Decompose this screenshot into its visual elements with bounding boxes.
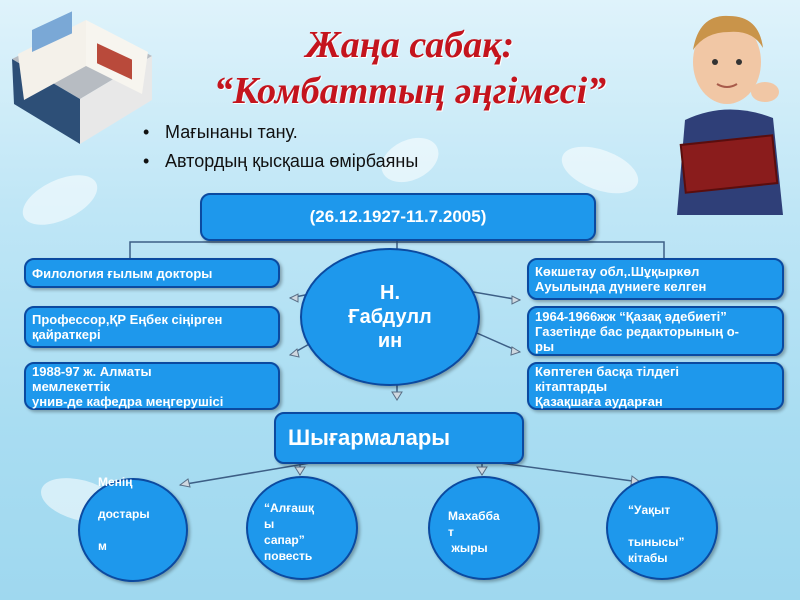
- works-heading-box: Шығармалары: [274, 412, 524, 464]
- work-title: Менің достары м: [98, 475, 150, 553]
- author-name-circle: [300, 248, 480, 386]
- info-box-professor: [24, 306, 280, 348]
- info-box-translation: [527, 362, 784, 410]
- info-box-editor: [527, 306, 784, 356]
- work-oval-breath-of-time: [606, 476, 718, 580]
- work-oval-love-song: [428, 476, 540, 580]
- info-text: 1988-97 ж. Алматы мемлекеттік унив-де кафедра меңгерушісі: [32, 363, 224, 409]
- info-text: Көптеген басқа тілдегі кітаптарды Қазақшаға аударған: [535, 363, 680, 409]
- work-oval-first-journey: [246, 476, 358, 580]
- info-text: Филология ғылым докторы: [32, 265, 213, 281]
- work-title: “Алғашқ ы сапар” повесть: [264, 501, 314, 563]
- info-text: Профессор,ҚР Еңбек сіңірген қайраткері: [32, 312, 223, 342]
- work-title: Махабба т жыры: [448, 509, 500, 555]
- info-box-almaty: [24, 362, 280, 410]
- author-name: Н. Ғабдулл ин: [348, 282, 432, 352]
- info-text: Көкшетау обл,.Шұқыркөл Ауылында дүниеге келген: [535, 264, 707, 294]
- info-box-doctor: [24, 258, 280, 288]
- life-dates-box: (26.12.1927-11.7.2005): [200, 193, 596, 241]
- bullet-item: • Автордың қысқаша өмірбаяны: [143, 147, 418, 176]
- bullet-item: • Мағынаны тану.: [143, 118, 418, 147]
- info-box-birthplace: [527, 258, 784, 300]
- info-text: 1964-1966жж “Қазақ әдебиеті” Газетінде бас редакторының о- ры: [535, 308, 739, 354]
- work-oval-friends: [78, 475, 188, 582]
- work-title: “Уақыт тынысы” кітабы: [628, 503, 685, 565]
- title-line-2: “Комбаттың әңгімесі”: [213, 70, 607, 112]
- title-line-1: Жаңа сабақ:: [305, 24, 515, 66]
